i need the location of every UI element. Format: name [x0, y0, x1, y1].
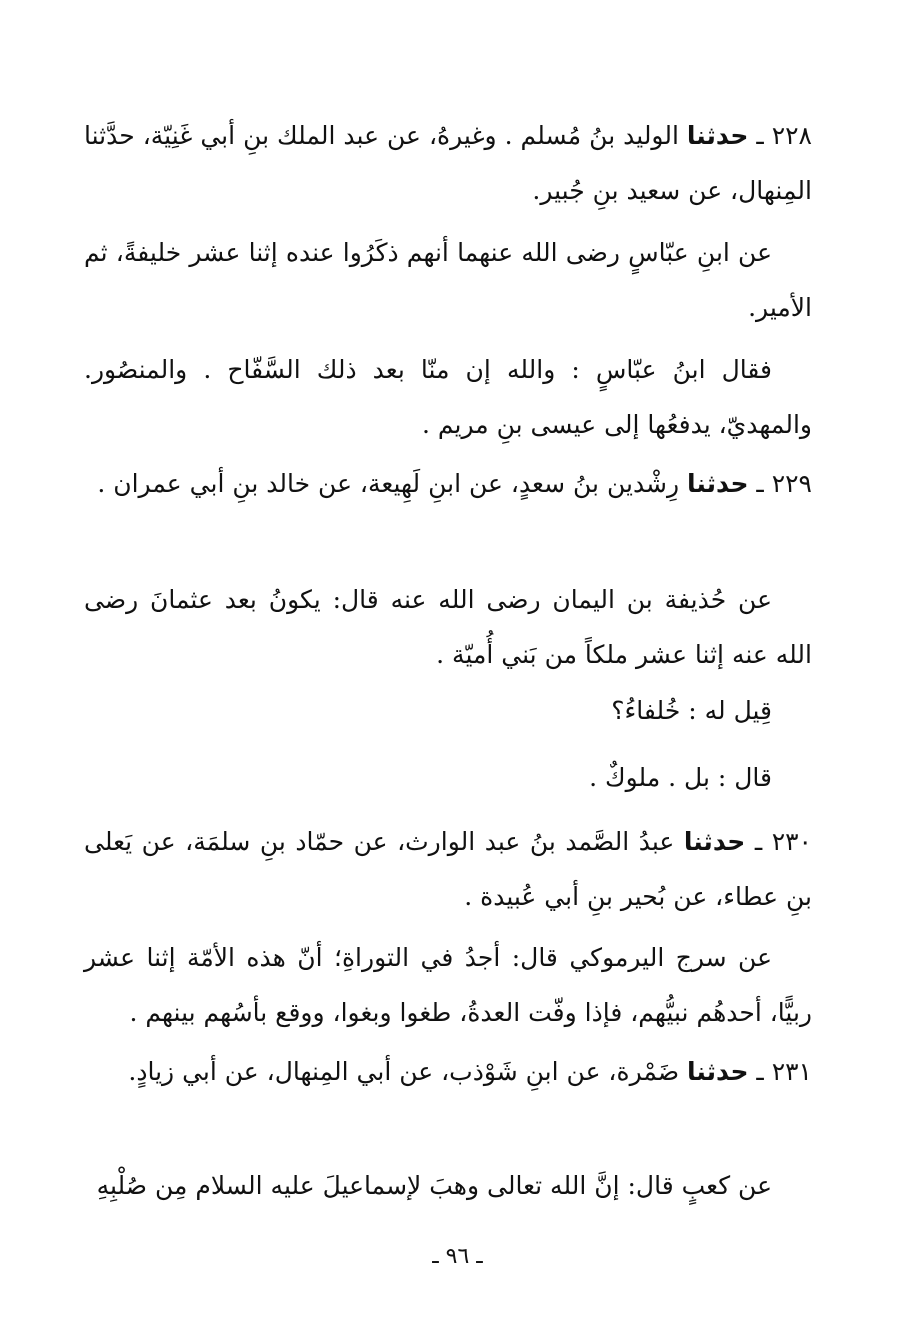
separator: ـ [748, 121, 772, 150]
hadith-228-continuation [84, 342, 812, 452]
paragraph-text: عن حُذيفة بن اليمان رضى الله عنه قال: يكونُ بعد عثمانَ رضى الله عنه إثنا عشر ملكاً من بَني أُميّة . [84, 585, 812, 669]
narration-keyword: حدثنا [683, 827, 746, 856]
paragraph-text: عن سرج اليرموكي قال: أجدُ في التوراةِ؛ أنّ هذه الأمّة إثنا عشر ربيًّا، أحدهُم نبيُّهم، فإذا وفّت العدةُ، طغوا وبغوا، ووقع بأسُهم بينهم . [84, 943, 812, 1027]
hadith-229-isnad [84, 456, 812, 511]
hadith-number: ٢٣٠ [771, 827, 812, 856]
hadith-228-text [84, 225, 812, 335]
paragraph-text: ضَمْرة، عن ابنِ شَوْذب، عن أبي المِنهال، عن أبي زيادٍ. [128, 1057, 688, 1086]
paragraph-text: عن كعبٍ قال: إنَّ الله تعالى وهبَ لإسماعيلَ عليه السلام مِن صُلْبِهِ [96, 1171, 772, 1200]
answer-line [84, 750, 812, 805]
hadith-229-text [84, 572, 812, 682]
hadith-230-isnad [84, 814, 812, 924]
hadith-230-text [84, 930, 812, 1040]
hadith-number: ٢٣١ [771, 1057, 812, 1086]
page-number: ـ ٩٦ ـ [432, 1244, 483, 1269]
question-line [84, 683, 812, 738]
separator: ـ [748, 469, 772, 498]
paragraph-text: عبدُ الصَّمد بنُ عبد الوارث، عن حمّاد بنِ سلمَة، عن يَعلى بنِ عطاء، عن بُحير بنِ أبي عُبيدة . [84, 827, 812, 911]
paragraph-text: الوليد بنُ مُسلم . وغيرهُ، عن عبد الملك بنِ أبي غَنِيّة، حدَّثنا المِنهال، عن سعيد بنِ جُبير. [84, 121, 812, 205]
paragraph-text: رِشْدين بنُ سعدٍ، عن ابنِ لَهِيعة، عن خالد بنِ أبي عمران . [97, 469, 688, 498]
paragraph-text: قال : بل . ملوكٌ . [589, 763, 772, 792]
hadith-228-isnad [84, 108, 812, 218]
hadith-231-isnad [84, 1044, 812, 1099]
paragraph-text: عن ابنِ عبّاسٍ رضى الله عنهما أنهم ذكَرُوا عنده إثنا عشر خليفةً، ثم الأمير. [84, 238, 812, 322]
narration-keyword: حدثنا [686, 121, 749, 150]
separator: ـ [748, 1057, 772, 1086]
paragraph-text: فقال ابنُ عبّاسٍ : والله إن منّا بعد ذلك السَّفّاح . والمنصُور. والمهديّ، يدفعُها إلى عيسى بنِ مريم . [84, 355, 812, 439]
paragraph-text: قِيل له : خُلفاءُ؟ [611, 696, 772, 725]
hadith-number: ٢٢٨ [771, 121, 812, 150]
separator: ـ [745, 827, 772, 856]
hadith-231-text [84, 1158, 812, 1213]
narration-keyword: حدثنا [687, 469, 749, 498]
narration-keyword: حدثنا [687, 1057, 749, 1086]
hadith-number: ٢٢٩ [771, 469, 812, 498]
